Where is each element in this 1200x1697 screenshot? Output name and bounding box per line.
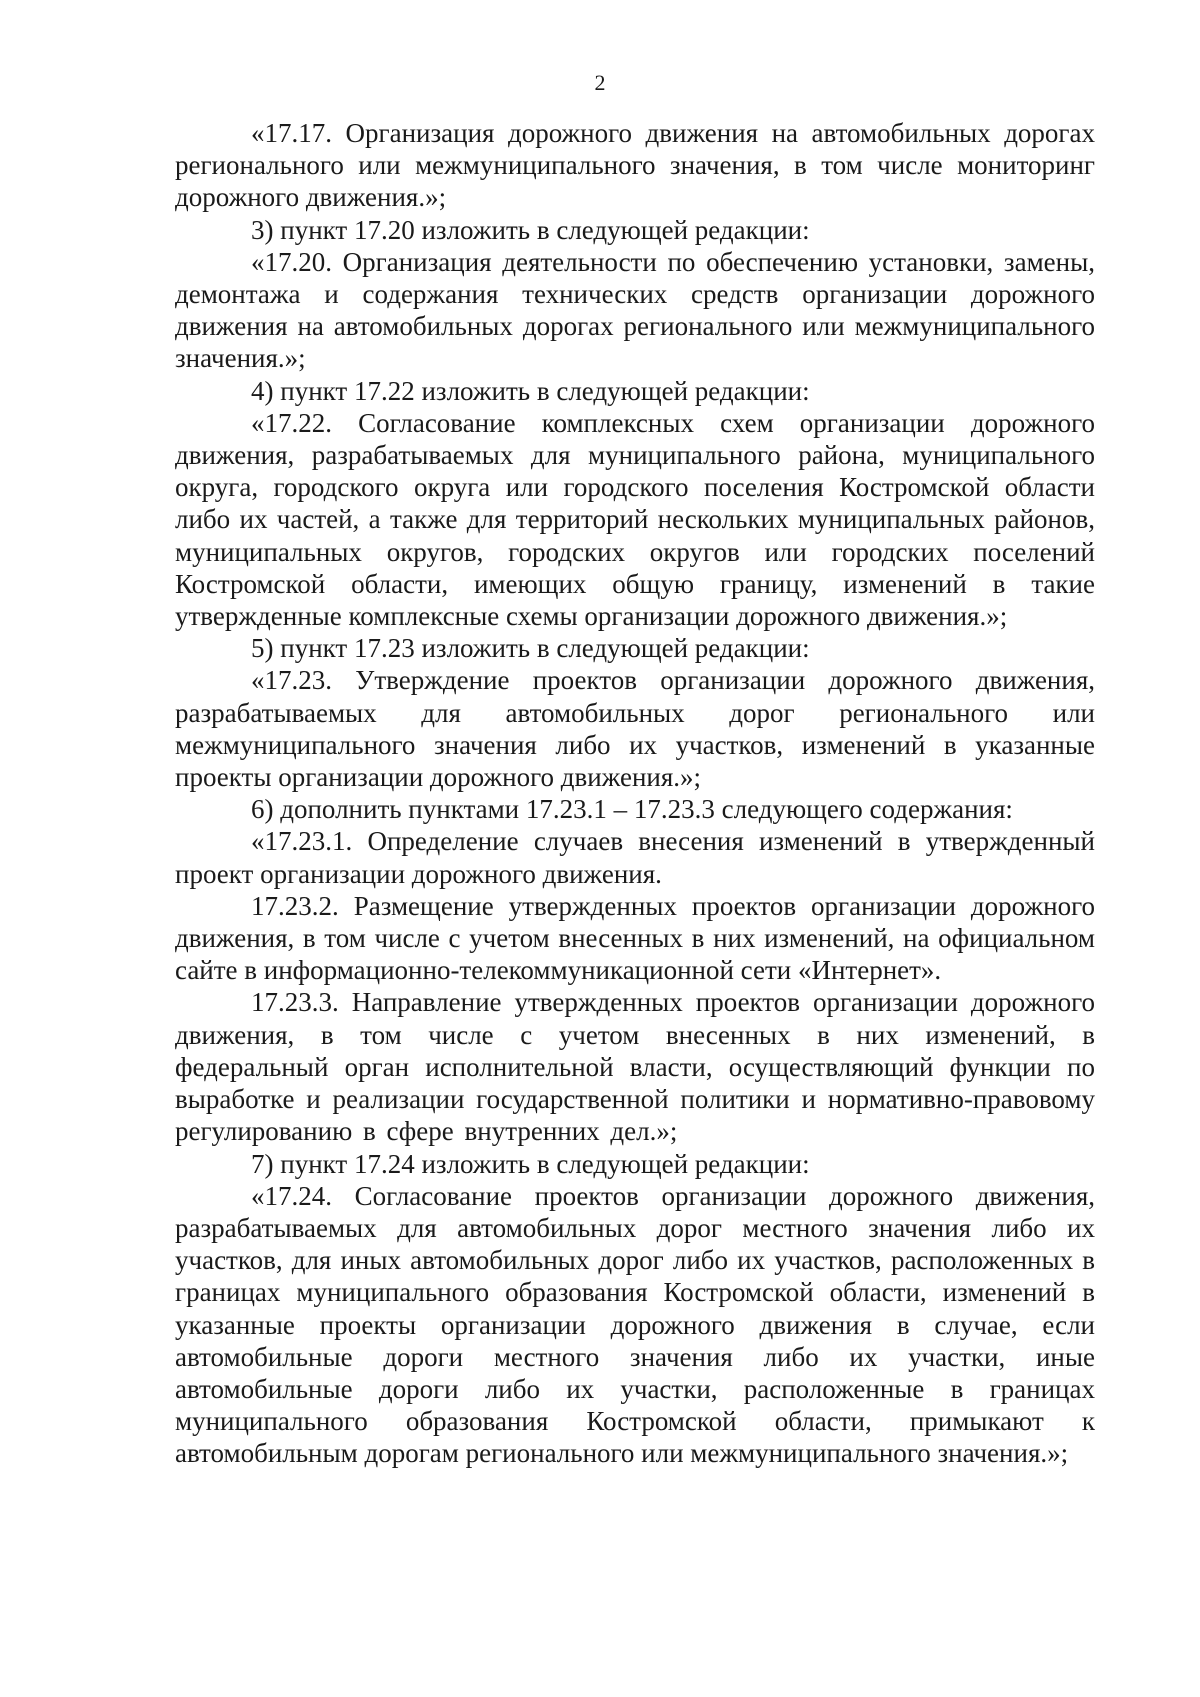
paragraph-amend-6: 6) дополнить пунктами 17.23.1 – 17.23.3 следующего содержания: — [251, 794, 1013, 825]
paragraph-amend-3: 3) пункт 17.20 изложить в следующей редакции: — [251, 214, 810, 245]
paragraph-17-24: «17.24. Согласование проектов организации дорожного движения, разрабатываемых для автомобильных дорог местного значения либо их участков, для иных автомобильных дорог либо их участков, расположенных в границах муниципального образования Костромской области, изменений в указанные проекты организации дорожного движения в случае, если автомобильные дороги местного значения либо их участки, иные автомобильные дороги либо их участки, расположенные в границах муниципального образования Костромской области, примыкают к автомобильным дорогам регионального или межмуниципального значения.»; — [175, 1180, 1095, 1469]
paragraph-17-23-2: 17.23.2. Размещение утвержденных проектов организации дорожного движения, в том числе с учетом внесенных в них изменений, на официальном сайте в информационно-телекоммуникационной сети «Интернет». — [175, 890, 1095, 986]
paragraph-17-23: «17.23. Утверждение проектов организации дорожного движения, разрабатываемых для автомобильных дорог регионального или межмуниципального значения либо их участков, изменений в указанные проекты организации дорожного движения.»; — [175, 665, 1095, 793]
paragraph-17-17: «17.17. Организация дорожного движения на автомобильных дорогах регионального или межмуниципального значения, в том числе мониторинг дорожного движения.»; — [175, 118, 1095, 213]
paragraph-amend-7: 7) пункт 17.24 изложить в следующей редакции: — [251, 1148, 810, 1179]
paragraph-17-23-3: 17.23.3. Направление утвержденных проектов организации дорожного движения, в том числе с учетом внесенных в них изменений, в федеральный орган исполнительной власти, осуществляющий функции по выработке и реализации государственной политики и нормативно-правовому регулированию в сфере внутренних дел.»; — [175, 987, 1095, 1147]
paragraph-17-20: «17.20. Организация деятельности по обеспечению установки, замены, демонтажа и содержания технических средств организации дорожного движения на автомобильных дорогах регионального или межмуниципального значения.»; — [175, 246, 1095, 374]
paragraph-amend-4: 4) пункт 17.22 изложить в следующей редакции: — [251, 375, 810, 406]
document-body — [175, 117, 1095, 1470]
page-number: 2 — [594, 70, 606, 95]
paragraph-17-23-1: «17.23.1. Определение случаев внесения изменений в утвержденный проект организации дорожного движения. — [175, 826, 1095, 889]
paragraph-17-22: «17.22. Согласование комплексных схем организации дорожного движения, разрабатываемых для муниципального района, муниципального округа, городского округа или городского поселения Костромской области либо их частей, а также для территорий нескольких муниципальных районов, муниципальных округов, городских округов или городских поселений Костромской области, имеющих общую границу, изменений в такие утвержденные комплексные схемы организации дорожного движения.»; — [175, 407, 1095, 632]
paragraph-amend-5: 5) пункт 17.23 изложить в следующей редакции: — [251, 633, 810, 664]
